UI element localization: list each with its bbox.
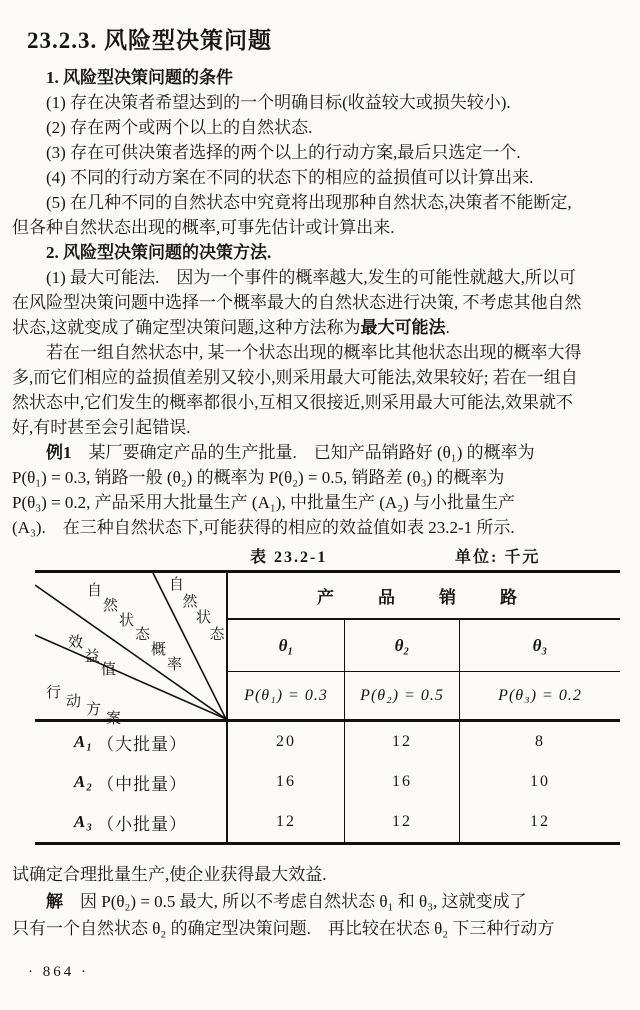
value-cell: 8	[535, 733, 545, 750]
bold-text-segment: 例1	[46, 443, 72, 462]
body-line	[12, 115, 636, 140]
value-cell: 10	[530, 773, 550, 790]
state-header-theta3: θ₃	[460, 620, 620, 672]
diagonal-label-char: 态	[209, 626, 225, 643]
body-line	[12, 490, 636, 515]
body-line	[12, 65, 636, 90]
body-line	[12, 365, 636, 390]
diagonal-label-char: 自	[169, 577, 185, 593]
table-unit-label: 单位: 千元	[455, 549, 541, 566]
value-cell: 16	[228, 762, 345, 802]
text-segment: 状态,这就变成了确定型决策问题,这种方法称为	[12, 318, 361, 337]
body-line	[12, 340, 636, 365]
text-segment: 某厂要确定产品的生产批量. 已知产品销路好 (θ₁) 的概率为	[71, 443, 535, 462]
value-cell: 20	[228, 722, 345, 762]
text-segment: (A₃). 在三种自然状态下,可能获得的相应的效益值如表 23.2-1 所示.	[12, 518, 515, 537]
text-segment: 但各种自然状态出现的概率,可事先估计或计算出来.	[12, 218, 395, 237]
body-line	[12, 515, 636, 540]
solution-text	[12, 861, 636, 942]
body-line	[12, 861, 636, 888]
text-segment: 然状态中,它们发生的概率都很小,互相又很接近,则采用最大可能法,效果就不	[12, 393, 573, 412]
action-desc: （大批量）	[97, 734, 188, 754]
scanned-book-page	[0, 22, 640, 1010]
col-group-header-product-sales: 产品销路	[228, 573, 620, 620]
text-segment: (5) 在几种不同的自然状态中究竟将出现那种自然状态,决策者不能断定,	[46, 193, 572, 212]
body-line	[12, 215, 636, 240]
diagonal-label-char: 值	[101, 662, 117, 678]
text-segment: 多,而它们相应的益损值差别又较小,则采用最大可能法,效果较好; 若在一组自	[12, 368, 578, 387]
text-segment: 在风险型决策问题中选择一个概率最大的自然状态进行决策, 不考虑其他自然	[12, 293, 582, 312]
body-line	[12, 390, 636, 415]
body-line	[12, 315, 636, 340]
diagonal-label-char: 行	[46, 685, 62, 701]
text-segment: (2) 存在两个或两个以上的自然状态.	[46, 118, 313, 137]
diagonal-label-char: 态	[135, 627, 151, 644]
bold-text-segment: 最大可能法	[360, 318, 446, 337]
body-line	[12, 265, 636, 290]
action-row-header-a1	[35, 722, 228, 762]
prob-header-theta3: P(θ₃) = 0.2	[460, 672, 620, 722]
text-segment: 只有一个自然状态 θ₂ 的确定型决策问题. 再比较在状态 θ₂ 下三种行动方	[12, 919, 555, 938]
action-var: A₃	[73, 812, 94, 831]
page-number: · 864 ·	[28, 964, 89, 980]
text-segment: (1) 存在决策者希望达到的一个明确目标(收益较大或损失较小).	[46, 93, 511, 112]
body-line	[12, 90, 636, 115]
value-cell: 16	[345, 762, 460, 802]
action-desc: （中批量）	[97, 774, 188, 794]
decision-table	[35, 570, 620, 845]
action-row-header-a2	[35, 762, 228, 802]
diagonal-label-char: 益	[84, 648, 100, 665]
body-line	[12, 290, 636, 315]
text-segment: 因 P(θ₂) = 0.5 最大, 所以不考虑自然状态 θ₁ 和 θ₃, 这就变成了	[63, 892, 527, 911]
diagonal-label-char: 自	[87, 583, 103, 599]
section-title: 23.2.3. 风险型决策问题	[27, 28, 272, 53]
state-header-theta2: θ₂	[345, 620, 460, 672]
text-segment: 试确定合理批量生产,使企业获得最大效益.	[12, 865, 327, 884]
text-segment: (3) 存在可供决策者选择的两个以上的行动方案,最后只选定一个.	[46, 143, 521, 162]
body-line	[12, 465, 636, 490]
diagonal-label-char: 方	[86, 702, 102, 718]
body-text	[12, 65, 636, 540]
action-desc: （小批量）	[97, 814, 188, 834]
diagonal-label-char: 然	[182, 593, 198, 610]
text-segment: 若在一组自然状态中, 某一个状态出现的概率比其他状态出现的概率大得	[46, 343, 582, 362]
text-segment: .	[445, 318, 450, 337]
diagonal-label-char: 动	[66, 693, 82, 710]
text-segment: (1) 最大可能法. 因为一个事件的概率越大,发生的可能性就越大,所以可	[46, 268, 576, 287]
diagonal-label-char: 案	[106, 710, 122, 727]
state-header-theta1: θ₁	[228, 620, 345, 672]
body-line	[12, 915, 636, 942]
diagonal-label-char: 然	[103, 597, 119, 614]
bold-text-segment: 1. 风险型决策问题的条件	[46, 68, 233, 87]
bold-text-segment: 2. 风险型决策问题的决策方法.	[46, 243, 272, 262]
body-line	[12, 888, 636, 915]
body-line	[12, 440, 636, 465]
body-line	[12, 165, 636, 190]
table-caption: 表 23.2-1	[250, 549, 328, 566]
diagonal-label-char: 状	[196, 610, 212, 626]
value-cell: 12	[228, 802, 345, 842]
action-row-header-a3	[35, 802, 228, 842]
table-corner-cell	[35, 573, 228, 727]
action-var: A₁	[73, 732, 94, 751]
table-caption-bar	[35, 544, 620, 566]
value-cell: 12	[345, 802, 460, 842]
diagonal-label-char: 效	[68, 635, 84, 651]
body-line	[12, 240, 636, 265]
diagonal-label-char: 状	[119, 612, 135, 629]
text-segment: P(θ₃) = 0.2, 产品采用大批量生产 (A₁), 中批量生产 (A₂) 与小批量生产	[12, 493, 515, 512]
body-line	[12, 415, 636, 440]
body-line	[12, 190, 636, 215]
text-segment: (4) 不同的行动方案在不同的状态下的相应的益损值可以计算出来.	[46, 168, 534, 187]
prob-header-theta1: P(θ₁) = 0.3	[228, 672, 345, 722]
text-segment: P(θ₁) = 0.3, 销路一般 (θ₂) 的概率为 P(θ₂) = 0.5, 销路差 (θ₃) 的概率为	[12, 468, 505, 487]
text-segment: 好,有时甚至会引起错误.	[12, 418, 191, 437]
value-cell: 12	[530, 813, 550, 830]
body-line	[12, 140, 636, 165]
diagonal-label-char: 概	[151, 642, 167, 659]
value-cell: 12	[345, 722, 460, 762]
bold-text-segment: 解	[46, 892, 63, 911]
prob-header-theta2: P(θ₂) = 0.5	[345, 672, 460, 722]
diagonal-label-char: 率	[167, 657, 183, 673]
action-var: A₂	[73, 772, 94, 791]
